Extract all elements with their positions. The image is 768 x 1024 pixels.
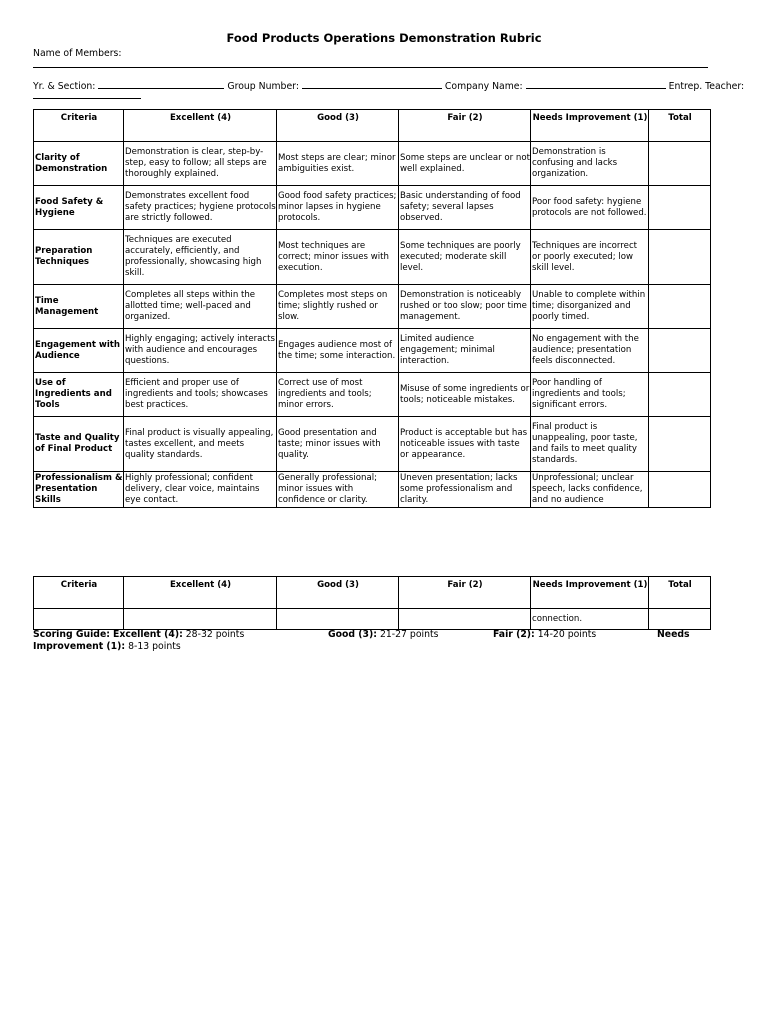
info-line [33, 79, 744, 92]
good-cell: Most steps are clear; minor ambiguities exist. [277, 142, 399, 186]
header-excellent: Excellent (4) [124, 577, 277, 609]
members-underline[interactable] [33, 67, 708, 68]
excellent-cell: Highly engaging; actively interacts with audience and encourages questions. [124, 329, 277, 373]
header-needs-improvement: Needs Improvement (1) [531, 577, 649, 609]
criteria-cell [34, 609, 124, 630]
header-total: Total [649, 577, 711, 609]
table-row [34, 230, 711, 285]
needs-cell: Unprofessional; unclear speech, lacks confidence, and no audience [531, 472, 649, 508]
total-cell[interactable] [649, 329, 711, 373]
table-row [34, 186, 711, 230]
total-cell[interactable] [649, 142, 711, 186]
table-row [34, 142, 711, 186]
needs-label-part2: Improvement (1): [33, 641, 126, 652]
total-cell[interactable] [649, 472, 711, 508]
header-criteria: Criteria [34, 577, 124, 609]
group-label: Group Number: [227, 81, 299, 92]
section-blank[interactable] [98, 79, 224, 89]
fair-cell: Some techniques are poorly executed; moderate skill level. [399, 230, 531, 285]
header-row [34, 110, 711, 142]
header-fair: Fair (2) [399, 110, 531, 142]
members-field [33, 48, 122, 59]
needs-cell: Poor food safety: hygiene protocols are not followed. [531, 186, 649, 230]
table-row [34, 609, 711, 630]
table-row [34, 285, 711, 329]
good-points: 21-27 points [379, 629, 439, 640]
excellent-cell: Techniques are executed accurately, efficiently, and professionally, showcasing high skill. [124, 230, 277, 285]
excellent-cell [124, 609, 277, 630]
company-blank[interactable] [526, 79, 666, 89]
total-cell[interactable] [649, 230, 711, 285]
scoring-needs-start [657, 629, 690, 641]
fair-cell: Misuse of some ingredients or tools; noticeable mistakes. [399, 373, 531, 417]
total-cell[interactable] [649, 285, 711, 329]
fair-cell: Limited audience engagement; minimal interaction. [399, 329, 531, 373]
scoring-needs [33, 641, 181, 653]
table-row [34, 472, 711, 508]
header-criteria: Criteria [34, 110, 124, 142]
fair-cell: Basic understanding of food safety; several lapses observed. [399, 186, 531, 230]
scoring-good [328, 629, 438, 641]
header-needs-improvement: Needs Improvement (1) [531, 110, 649, 142]
criteria-cell: Preparation Techniques [34, 230, 124, 285]
fair-cell [399, 609, 531, 630]
needs-cell: Techniques are incorrect or poorly executed; low skill level. [531, 230, 649, 285]
fair-cell: Uneven presentation; lacks some professionalism and clarity. [399, 472, 531, 508]
total-cell[interactable] [649, 186, 711, 230]
good-cell: Correct use of most ingredients and tools; minor errors. [277, 373, 399, 417]
good-label: Good (3): [328, 629, 377, 640]
fair-points: 14-20 points [537, 629, 597, 640]
excellent-label: Excellent (4): [112, 629, 183, 640]
table-row [34, 373, 711, 417]
criteria-cell: Professionalism & Presentation Skills [34, 472, 124, 508]
teacher-underline[interactable] [33, 98, 141, 99]
teacher-label: Entrep. Teacher: [668, 81, 745, 92]
needs-cell: No engagement with the audience; presentation feels disconnected. [531, 329, 649, 373]
excellent-cell: Demonstration is clear, step-by-step, easy to follow; all steps are thoroughly explained. [124, 142, 277, 186]
table-row [34, 417, 711, 472]
excellent-cell: Highly professional; confident delivery, clear voice, maintains eye contact. [124, 472, 277, 508]
rubric-table-continued [33, 576, 711, 630]
good-cell: Generally professional; minor issues with confidence or clarity. [277, 472, 399, 508]
header-row [34, 577, 711, 609]
good-cell: Engages audience most of the time; some interaction. [277, 329, 399, 373]
section-label: Yr. & Section: [33, 81, 96, 92]
excellent-points: 28-32 points [185, 629, 245, 640]
total-cell[interactable] [649, 609, 711, 630]
members-label: Name of Members: [33, 48, 122, 59]
good-cell: Good presentation and taste; minor issues with quality. [277, 417, 399, 472]
header-fair: Fair (2) [399, 577, 531, 609]
good-cell [277, 609, 399, 630]
good-cell: Good food safety practices; minor lapses in hygiene protocols. [277, 186, 399, 230]
excellent-cell: Completes all steps within the allotted time; well-paced and organized. [124, 285, 277, 329]
criteria-cell: Clarity of Demonstration [34, 142, 124, 186]
rubric-table [33, 109, 711, 508]
criteria-cell: Food Safety & Hygiene [34, 186, 124, 230]
fair-cell: Product is acceptable but has noticeable issues with taste or appearance. [399, 417, 531, 472]
needs-cell: Poor handling of ingredients and tools; significant errors. [531, 373, 649, 417]
excellent-cell: Demonstrates excellent food safety practices; hygiene protocols are strictly followed. [124, 186, 277, 230]
page-title: Food Products Operations Demonstration Rubric [226, 31, 542, 45]
criteria-cell: Time Management [34, 285, 124, 329]
needs-cell: Demonstration is confusing and lacks organization. [531, 142, 649, 186]
header-good: Good (3) [277, 577, 399, 609]
scoring-excellent [33, 629, 244, 641]
scoring-fair [493, 629, 596, 641]
fair-cell: Demonstration is noticeably rushed or too slow; poor time management. [399, 285, 531, 329]
needs-cell: Unable to complete within time; disorganized and poorly timed. [531, 285, 649, 329]
needs-cell: Final product is unappealing, poor taste, and fails to meet quality standards. [531, 417, 649, 472]
group-blank[interactable] [302, 79, 442, 89]
good-cell: Most techniques are correct; minor issues with execution. [277, 230, 399, 285]
total-cell[interactable] [649, 373, 711, 417]
needs-cell: connection. [531, 609, 649, 630]
good-cell: Completes most steps on time; slightly rushed or slow. [277, 285, 399, 329]
header-total: Total [649, 110, 711, 142]
needs-points: 8-13 points [128, 641, 181, 652]
fair-label: Fair (2): [493, 629, 535, 640]
total-cell[interactable] [649, 417, 711, 472]
table-row [34, 329, 711, 373]
header-excellent: Excellent (4) [124, 110, 277, 142]
excellent-cell: Efficient and proper use of ingredients and tools; showcases best practices. [124, 373, 277, 417]
criteria-cell: Taste and Quality of Final Product [34, 417, 124, 472]
fair-cell: Some steps are unclear or not well explained. [399, 142, 531, 186]
criteria-cell: Use of Ingredients and Tools [34, 373, 124, 417]
criteria-cell: Engagement with Audience [34, 329, 124, 373]
company-label: Company Name: [444, 81, 523, 92]
header-good: Good (3) [277, 110, 399, 142]
excellent-cell: Final product is visually appealing, tastes excellent, and meets quality standards. [124, 417, 277, 472]
needs-label-part1: Needs [657, 629, 690, 640]
scoring-label: Scoring Guide: [33, 629, 110, 640]
